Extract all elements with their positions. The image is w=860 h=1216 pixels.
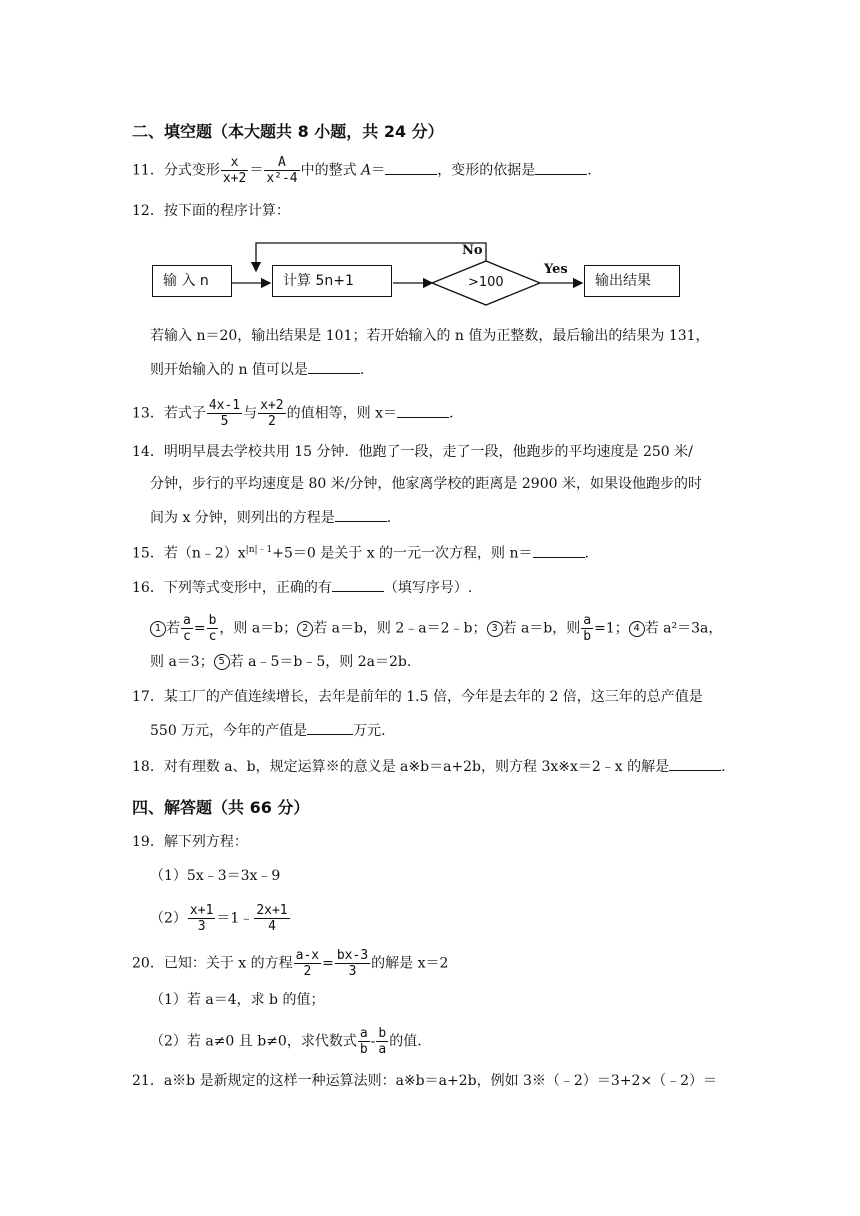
fraction: $\frac{4x-1}{5}$	[208, 398, 241, 429]
answer-blank[interactable]	[397, 403, 449, 418]
question-20: 20．已知：关于 x 的方程 $\frac{a-x}{2}$ = $\frac{bx-3}{3}$ 的解是 x＝2	[132, 948, 449, 979]
question-14-text: 间为 x 分钟，则列出的方程是 .	[150, 507, 391, 528]
answer-blank[interactable]	[307, 720, 353, 735]
fraction: $\frac{x+2}{2}$	[260, 398, 284, 429]
question-15: 15．若$(n﹣2)x^{|n|﹣1}+5=0$ 是关于 x 的一元一次方程，则 n＝ .	[132, 540, 589, 564]
fraction: $\frac{x}{x+2}$	[222, 155, 247, 186]
question-12-text: 若输入 n＝20，输出结果是 101；若开始输入的 n 值为正整数，最后输出的结果为 131，	[150, 328, 710, 344]
question-12: 12．按下面的程序计算：	[132, 203, 290, 219]
fraction: $\frac{bx-3}{3}$	[336, 948, 369, 979]
fraction: $\frac{b}{a}$	[378, 1026, 387, 1057]
answer-blank[interactable]	[533, 543, 585, 558]
answer-blank[interactable]	[335, 507, 387, 522]
question-20-part2: （2）若 a≠0 且 b≠0，求代数式 $\frac{a}{b}$ - $\frac{b}{a}$ 的值.	[150, 1026, 422, 1057]
question-11: 11．分式变形 $\frac{x}{x+2}$ ＝ $\frac{A}{\text{x²-4}}$ 中的整式 A＝ ，变形的依据是 .	[132, 155, 592, 186]
fraction: $\frac{a}{b}$	[583, 613, 592, 644]
flow-no-label: No	[462, 243, 483, 258]
question-14: 14．明明早晨去学校共用 15 分钟．他跑了一段，走了一段，他跑步的平均速度是 250 米/	[132, 444, 693, 460]
fraction: $\frac{a-x}{2}$	[295, 948, 320, 979]
question-12-text: 则开始输入的 n 值可以是 .	[150, 359, 364, 380]
fraction: $\frac{x+1}{3}$	[189, 903, 214, 934]
question-17: 17．某工厂的产值连续增长，去年是前年的 1.5 倍，今年是去年的 2 倍，这三年的总产值是	[132, 689, 703, 705]
fraction: $\frac{b}{c}$	[208, 613, 217, 644]
fraction: $\frac{A}{\text{x²-4}}$	[266, 155, 298, 186]
question-19: 19．解下列方程：	[132, 834, 248, 850]
section-heading-fill-in: 二、填空题（本大题共 8 小题，共 24 分）	[132, 122, 444, 141]
question-16: 16．下列等式变形中，正确的有 （填写序号）.	[132, 577, 472, 598]
answer-blank[interactable]	[385, 160, 437, 175]
question-16-options: 则 a＝3； 5 若 a﹣5＝b﹣5，则 2a＝2b.	[150, 654, 412, 670]
fraction: $\frac{a}{c}$	[183, 613, 191, 644]
question-14-text: 分钟，步行的平均速度是 80 米/分钟，他家离学校的距离是 2900 米，如果设他跑步的时	[150, 476, 702, 492]
question-19-part1: （1）5x﹣3＝3x﹣9	[150, 868, 281, 884]
section-heading-answer: 四、解答题（共 66 分）	[132, 798, 310, 817]
answer-blank[interactable]	[308, 359, 360, 374]
question-21: 21．a※b 是新规定的这样一种运算法则：a※b＝a+2b，例如 3※（﹣2）＝3+2×（﹣2）＝	[132, 1073, 718, 1089]
question-17-text: 550 万元，今年的产值是 万元.	[150, 720, 386, 741]
answer-blank[interactable]	[332, 577, 384, 592]
flow-compute-box: 计算 5n+1	[272, 265, 392, 297]
question-18: 18．对有理数 a、b，规定运算※的意义是 a※b＝a+2b，则方程 3x※x＝2﹣x 的解是 .	[132, 756, 726, 777]
flowchart	[150, 237, 690, 307]
question-19-part2: （2） $\frac{x+1}{3}$ ＝1﹣ $\frac{2x+1}{4}$	[150, 903, 288, 934]
question-13: 13．若式子 $\frac{4x-1}{5}$ 与 $\frac{x+2}{2}$ 的值相等，则 x＝ .	[132, 398, 454, 429]
question-20-part1: （1）若 a＝4，求 b 的值；	[150, 992, 325, 1008]
flow-output-box: 输出结果	[584, 265, 680, 297]
flow-input-box: 输 入 n	[152, 265, 232, 297]
fraction: $\frac{a}{b}$	[359, 1026, 368, 1057]
fraction: $\frac{2x+1}{4}$	[256, 903, 288, 934]
answer-blank[interactable]	[535, 160, 587, 175]
flow-yes-label: Yes	[544, 262, 568, 277]
question-16-options: 1 若 $\frac{a}{c}$ = $\frac{b}{c}$ ，则 a＝b； 2 若 a＝b，则 2﹣a＝2﹣b； 3 若 a＝b，则 $\frac{a}{b}$ =1； 4 若 a²＝3a，	[150, 613, 722, 644]
answer-blank[interactable]	[669, 756, 721, 771]
flow-condition-label: >100	[468, 275, 504, 290]
